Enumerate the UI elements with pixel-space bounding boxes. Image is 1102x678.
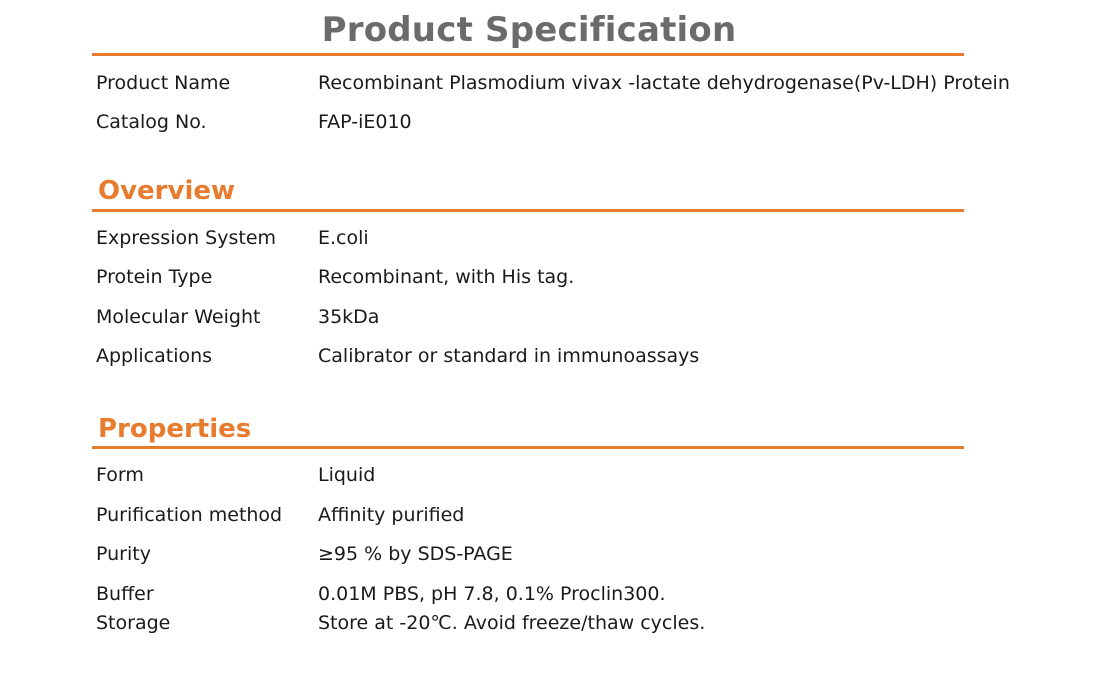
spec-label: Protein Type xyxy=(96,266,213,288)
spec-label: Molecular Weight xyxy=(96,306,261,328)
page-title: Product Specification xyxy=(321,10,737,50)
spec-value: Store at -20℃. Avoid freeze/thaw cycles. xyxy=(318,612,706,634)
spec-label: Product Name xyxy=(96,72,231,94)
spec-value: Calibrator or standard in immunoassays xyxy=(318,345,700,367)
spec-value: E.coli xyxy=(318,227,369,249)
spec-value: Recombinant, with His tag. xyxy=(318,266,575,288)
overview-heading: Overview xyxy=(98,176,236,206)
overview-divider xyxy=(92,209,964,212)
spec-value: Liquid xyxy=(318,464,376,486)
spec-label: Expression System xyxy=(96,227,277,249)
spec-value: Recombinant Plasmodium vivax -lactate dehydrogenase(Pv-LDH) Protein xyxy=(318,72,1010,94)
spec-label: Purification method xyxy=(96,504,283,526)
spec-label: Catalog No. xyxy=(96,111,207,133)
spec-value: ≥95 % by SDS-PAGE xyxy=(318,543,513,565)
spec-label: Buffer xyxy=(96,583,154,605)
spec-label: Storage xyxy=(96,612,171,634)
spec-value: Affinity purified xyxy=(318,504,465,526)
spec-value: 0.01M PBS, pH 7.8, 0.1% Proclin300. xyxy=(318,583,666,605)
properties-divider xyxy=(92,446,964,449)
spec-label: Purity xyxy=(96,543,151,565)
spec-value: FAP-iE010 xyxy=(318,111,412,133)
spec-label: Applications xyxy=(96,345,213,367)
title-divider xyxy=(92,53,964,56)
spec-label: Form xyxy=(96,464,144,486)
spec-value: 35kDa xyxy=(318,306,380,328)
properties-heading: Properties xyxy=(98,414,252,444)
